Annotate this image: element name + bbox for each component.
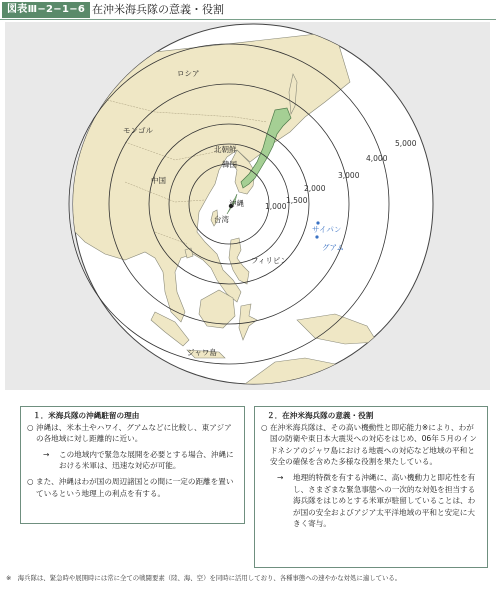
reason-heading: １．米海兵隊の沖縄駐留の理由	[33, 411, 140, 420]
reason-arrow-text: この地域内で緊急な展開を必要とする場合、沖縄における米軍は、迅速な対応が可能。	[59, 449, 234, 471]
guam-dot	[315, 235, 318, 238]
label-mongolia: モンゴル	[123, 126, 153, 135]
reason-arrow-note	[27, 449, 238, 472]
ring-label-5000: 5,000	[395, 139, 417, 148]
bullet-mark: ○	[261, 422, 268, 432]
reason-point-2	[27, 476, 238, 499]
ring-label-1500: 1,500	[286, 196, 308, 205]
ring-label-1000: 1,000	[265, 202, 287, 211]
figure-number-badge: 図表Ⅲ−2−1−6	[2, 2, 90, 18]
arrow-icon: →	[43, 449, 50, 459]
reason-point-1-text: 沖縄は、米本土やハワイ、グアムなどに比較し、東アジアの各地域に対し距離的に近い。	[36, 422, 232, 444]
role-arrow-note	[261, 472, 481, 530]
role-point-1	[261, 422, 481, 468]
label-taiwan: 台湾	[214, 215, 229, 224]
reason-box	[20, 406, 245, 524]
label-russia: ロシア	[177, 69, 200, 78]
reason-point-1	[27, 422, 238, 445]
footnote: ※ 海兵隊は、緊急時や展開時には常に全ての戦闘要素（陸、海、空）を同時に活用しており、各種事態への速やかな対処に適している。	[6, 574, 402, 582]
ring-label-3000: 3,000	[338, 171, 360, 180]
label-okinawa: 沖縄	[229, 199, 244, 208]
ring-label-4000: 4,000	[366, 154, 388, 163]
label-guam: グアム	[322, 243, 344, 252]
role-point-1-text: 在沖米海兵隊は、その高い機動性と即応能力※により、わが国の防衛や東日本大震災への対応をはじめ、06年５月のインドネシアのジャワ島における地震への対応など地域の平和と安全の確保を含めた多様な役割を果たしている。	[270, 422, 477, 467]
label-north-korea: 北朝鮮	[214, 145, 237, 154]
bullet-mark: ○	[27, 476, 34, 486]
bullet-mark: ○	[27, 422, 34, 432]
role-heading: ２．在沖米海兵隊の意義・役割	[267, 411, 374, 420]
label-south-korea: 韓国	[222, 160, 237, 169]
label-china: 中国	[151, 176, 166, 185]
header-divider	[0, 19, 496, 20]
label-saipan: サイパン	[312, 225, 342, 234]
figure-header	[0, 0, 496, 22]
arrow-icon: →	[277, 472, 284, 482]
role-box	[254, 406, 488, 568]
role-arrow-text: 地理的特徴を有する沖縄に、高い機動力と即応性を有し、さまざまな緊急事態への一次的な対処を担当する海兵隊をはじめとする米軍が駐留していることは、わが国の安全およびアジア太平洋地域の平和と安定に大きく寄与。	[293, 472, 476, 529]
distance-map	[5, 22, 490, 390]
ring-label-2000: 2,000	[304, 184, 326, 193]
map-svg	[5, 22, 490, 390]
reason-point-2-text: また、沖縄はわが国の周辺諸国との間に一定の距離を置いているという地理上の利点を有する。	[36, 476, 234, 498]
figure-title: 在沖米海兵隊の意義・役割	[92, 3, 224, 16]
label-java: ジャワ島	[187, 348, 217, 357]
label-philippines: フィリピン	[251, 256, 288, 265]
